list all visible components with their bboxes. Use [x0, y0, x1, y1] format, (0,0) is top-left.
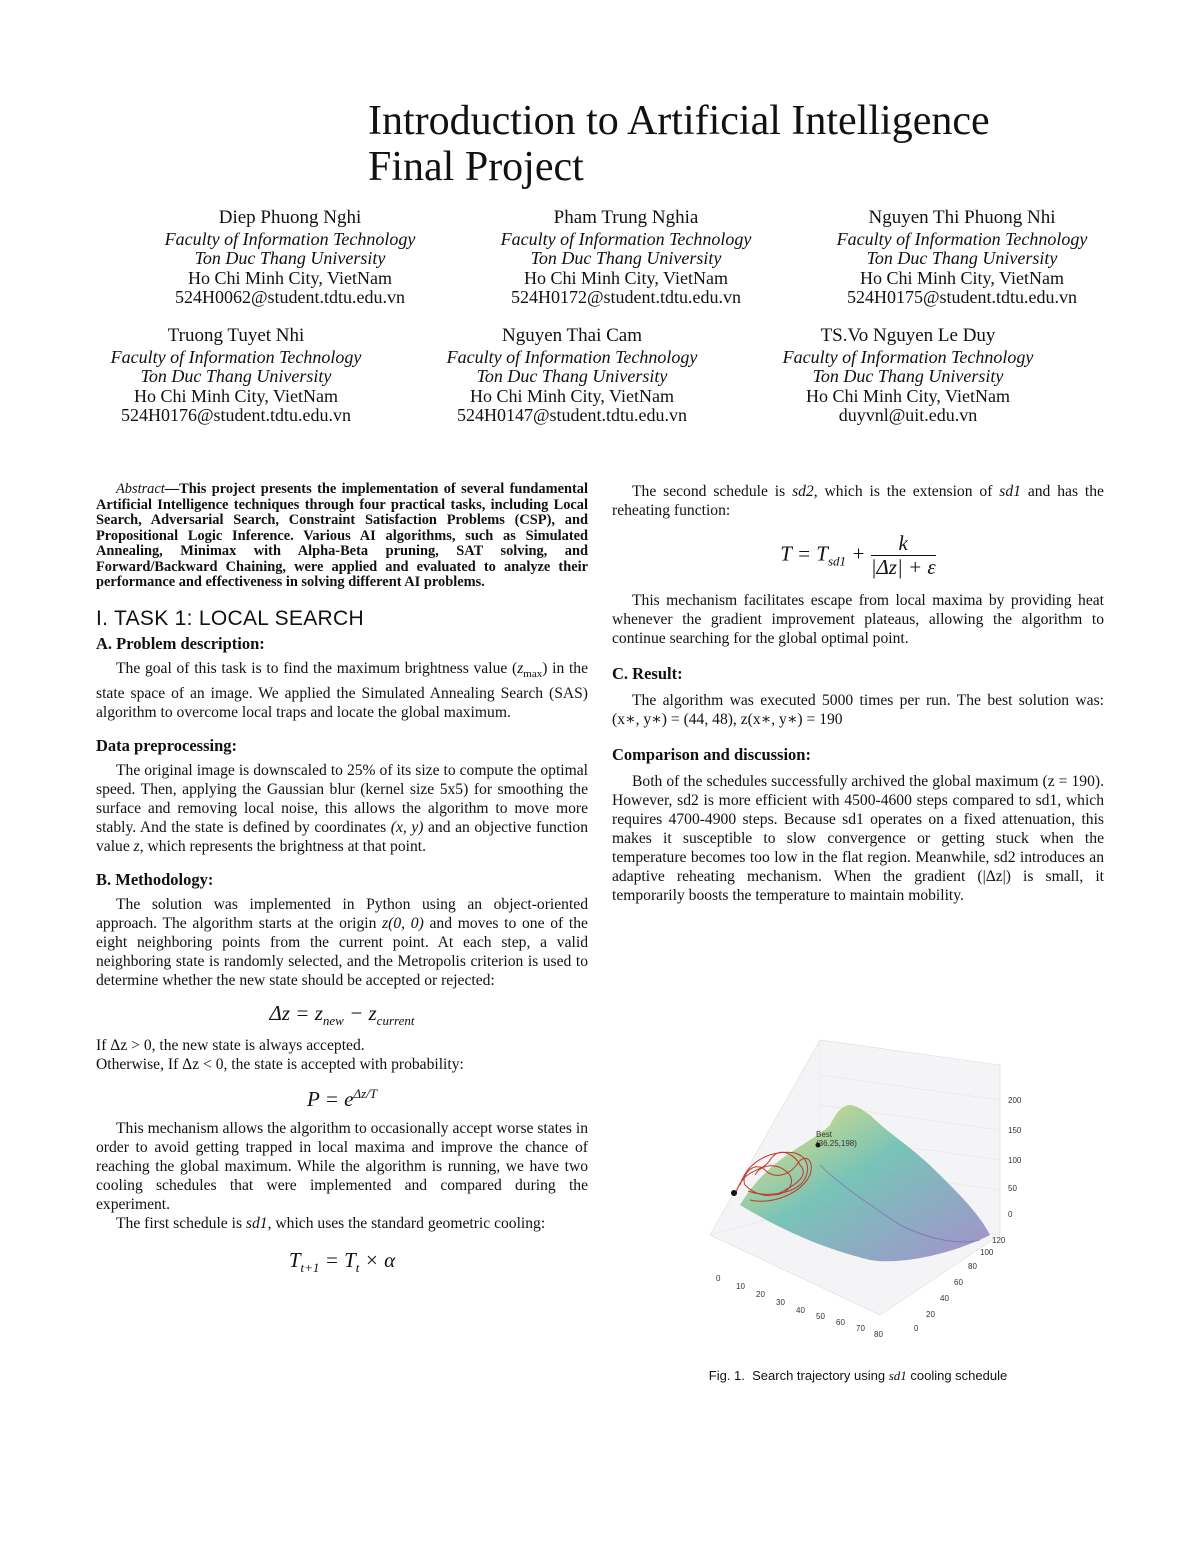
equation-reheat: $T = T_{sd1}$ + $\frac{k}{|\Delta z| + \varepsilon}$ [780, 531, 936, 579]
author-block-1 [140, 208, 440, 308]
author-faculty: Faculty of Information Technology [164, 228, 416, 249]
x-tick: 70 [856, 1324, 865, 1333]
result-heading: C. Result: [612, 664, 683, 683]
abstract-text: —This project presents the implementation of several fundamental Artificial Intelligence techniques through four practical tasks, including Local Search, Adversarial Search, Constraint Satisfaction Problems (CSP), and Propositional Logic Inference. Various AI algorithms, such as Simulated Annealing, Minimax with Alpha-Beta pruning, SAT solving, and Forward/Backward Chaining, were applied and evaluated to analyze their performance and effectiveness in solving different AI problems. [96, 481, 588, 590]
y-tick: 60 [954, 1278, 963, 1287]
paper-title [368, 98, 1128, 190]
author-block-5 [422, 326, 722, 426]
author-email: 524H0175@student.tdtu.edu.vn [846, 287, 1078, 307]
x-tick: 20 [756, 1290, 765, 1299]
y-tick: 0 [914, 1324, 919, 1333]
author-faculty: Faculty of Information Technology [446, 346, 698, 367]
author-name: Nguyen Thai Cam [501, 325, 642, 346]
author-university: Ton Duc Thang University [140, 366, 332, 386]
author-university: Ton Duc Thang University [866, 248, 1058, 268]
abstract [96, 482, 588, 591]
compare-paragraph: Both of the schedules successfully archived the global maximum (z = 190). However, sd2 is more efficient with 4500-4600 steps compared to sd1, which requires 4700-4900 steps. Because sd1 operates on a fixed attenuation, this makes it susceptible to slow convergence or getting stuck when the temperature becomes too low in the flat region. Meanwhile, sd2 introduces an adaptive reheating mechanism. When the gradient (|Δz|) is small, it temporarily boosts the temperature to maintain mobility. [612, 773, 1104, 904]
z-tick: 50 [1008, 1184, 1017, 1193]
author-faculty: Faculty of Information Technology [110, 346, 362, 367]
method-heading: B. Methodology: [96, 869, 214, 889]
author-name: Truong Tuyet Nhi [167, 325, 305, 346]
accept-line-1: If Δz > 0, the new state is always accepted. [96, 1036, 365, 1054]
x-tick: 10 [736, 1282, 745, 1291]
compare-heading: Comparison and discussion: [612, 745, 811, 764]
section-heading: I. TASK 1: LOCAL SEARCH [96, 606, 364, 630]
prep-heading: Data preprocessing: [96, 735, 238, 755]
x-tick: 0 [716, 1274, 721, 1283]
title-line-1: Introduction to Artificial Intelligence [368, 98, 990, 144]
right-column [612, 482, 1104, 905]
x-tick: 30 [776, 1298, 785, 1307]
abstract-label: Abstract [116, 481, 165, 497]
author-name: Diep Phuong Nghi [218, 207, 362, 228]
author-block-4 [86, 326, 386, 426]
author-name: TS.Vo Nguyen Le Duy [820, 325, 996, 346]
prep-paragraph: The original image is downscaled to 25% of its size to compute the optimal speed. Then, applying the Gaussian blur (kernel size 5x5) for smoothing the surface and removing local noise, this allows the algorithm to move more stably. And the state is defined by coordinates (x, y) and an objective function value z, which represents the brightness at that point. [96, 761, 588, 855]
left-column [96, 482, 588, 1277]
second-schedule-paragraph: The second schedule is sd2, which is the extension of sd1 and has the reheating function: [612, 483, 1104, 519]
fraction: $\frac{k}{|\Delta z| + \varepsilon}$ [870, 531, 936, 579]
equation-delta: $\Delta z = z_{new} - z_{current}$ [269, 1000, 415, 1028]
author-university: Ton Duc Thang University [530, 248, 722, 268]
author-block-6 [758, 326, 1058, 426]
y-tick: 40 [940, 1294, 949, 1303]
x-tick: 50 [816, 1312, 825, 1321]
figure-caption: Fig. 1. Search trajectory using sd1 cooling schedule [708, 1368, 1008, 1383]
first-schedule-paragraph: The first schedule is sd1, which uses the standard geometric cooling: [116, 1214, 546, 1232]
equation-geometric: $T_{t+1} = T_t \times \alpha$ [288, 1247, 396, 1275]
accept-line-2: Otherwise, If Δz < 0, the state is accepted with probability: [96, 1055, 464, 1073]
z-tick: 150 [1008, 1126, 1022, 1135]
problem-paragraph: The goal of this task is to find the maximum brightness value $(z_{max})$ in the state space of an image. We applied the Simulated Annealing Search (SAS) algorithm to overcome local traps and locate the global maximum. [96, 659, 588, 721]
title-line-2: Final Project [368, 144, 584, 190]
method-paragraph: The solution was implemented in Python using an object-oriented approach. The algorithm starts at the origin z(0, 0) and moves to one of the eight neighboring points from the current point. At each step, a valid neighboring state is randomly selected, and the Metropolis criterion is used to determine whether the new state should be accepted or rejected: [96, 895, 588, 989]
author-email: 524H0147@student.tdtu.edu.vn [456, 405, 688, 425]
author-name: Nguyen Thi Phuong Nhi [868, 207, 1056, 228]
author-email: 524H0176@student.tdtu.edu.vn [120, 405, 352, 425]
author-city: Ho Chi Minh City, VietNam [806, 385, 1010, 406]
x-tick: 60 [836, 1318, 845, 1327]
author-city: Ho Chi Minh City, VietNam [134, 385, 338, 406]
author-university: Ton Duc Thang University [812, 366, 1004, 386]
z-tick: 100 [1008, 1156, 1022, 1165]
author-block-2 [476, 208, 776, 308]
z-axis [1008, 1096, 1022, 1219]
search-trajectory-figure [700, 1035, 1030, 1345]
z-tick: 200 [1008, 1096, 1022, 1105]
problem-heading: A. Problem description: [96, 633, 265, 653]
start-point [731, 1190, 737, 1196]
author-faculty: Faculty of Information Technology [836, 228, 1088, 249]
author-university: Ton Duc Thang University [476, 366, 668, 386]
y-tick: 100 [980, 1248, 994, 1257]
author-email: duyvnl@uit.edu.vn [838, 405, 978, 425]
equation-probability: $P = e^{\Delta z/T}$ [307, 1085, 377, 1111]
author-email: 524H0172@student.tdtu.edu.vn [510, 287, 742, 307]
author-block-3 [812, 208, 1112, 308]
best-label-line-2: (36,25,198) [816, 1139, 857, 1148]
best-label-line-1: Best [816, 1130, 833, 1139]
author-city: Ho Chi Minh City, VietNam [860, 267, 1064, 288]
author-university: Ton Duc Thang University [194, 248, 386, 268]
escape-paragraph: This mechanism facilitates escape from local maxima by providing heat whenever the gradient improvement plateaus, allowing the algorithm to continue searching for the global optimal point. [612, 592, 1104, 647]
result-paragraph: The algorithm was executed 5000 times per run. The best solution was: (x∗, y∗) = (44, 48), z(x∗, y∗) = 190 [612, 692, 1104, 728]
author-faculty: Faculty of Information Technology [500, 228, 752, 249]
z-tick: 0 [1008, 1210, 1013, 1219]
x-tick: 80 [874, 1330, 883, 1339]
author-faculty: Faculty of Information Technology [782, 346, 1034, 367]
y-tick: 80 [968, 1262, 977, 1271]
y-tick: 120 [992, 1236, 1006, 1245]
author-city: Ho Chi Minh City, VietNam [470, 385, 674, 406]
author-city: Ho Chi Minh City, VietNam [524, 267, 728, 288]
mechanism-paragraph: This mechanism allows the algorithm to occasionally accept worse states in order to avoid getting trapped in local maxima and improve the chance of reaching the global maximum. While the algorithm is running, we have two cooling schedules that were implemented and compared during the experiment. [96, 1119, 589, 1213]
x-tick: 40 [796, 1306, 805, 1315]
y-tick: 20 [926, 1310, 935, 1319]
author-city: Ho Chi Minh City, VietNam [188, 267, 392, 288]
author-email: 524H0062@student.tdtu.edu.vn [174, 287, 406, 307]
author-name: Pham Trung Nghia [553, 207, 699, 228]
